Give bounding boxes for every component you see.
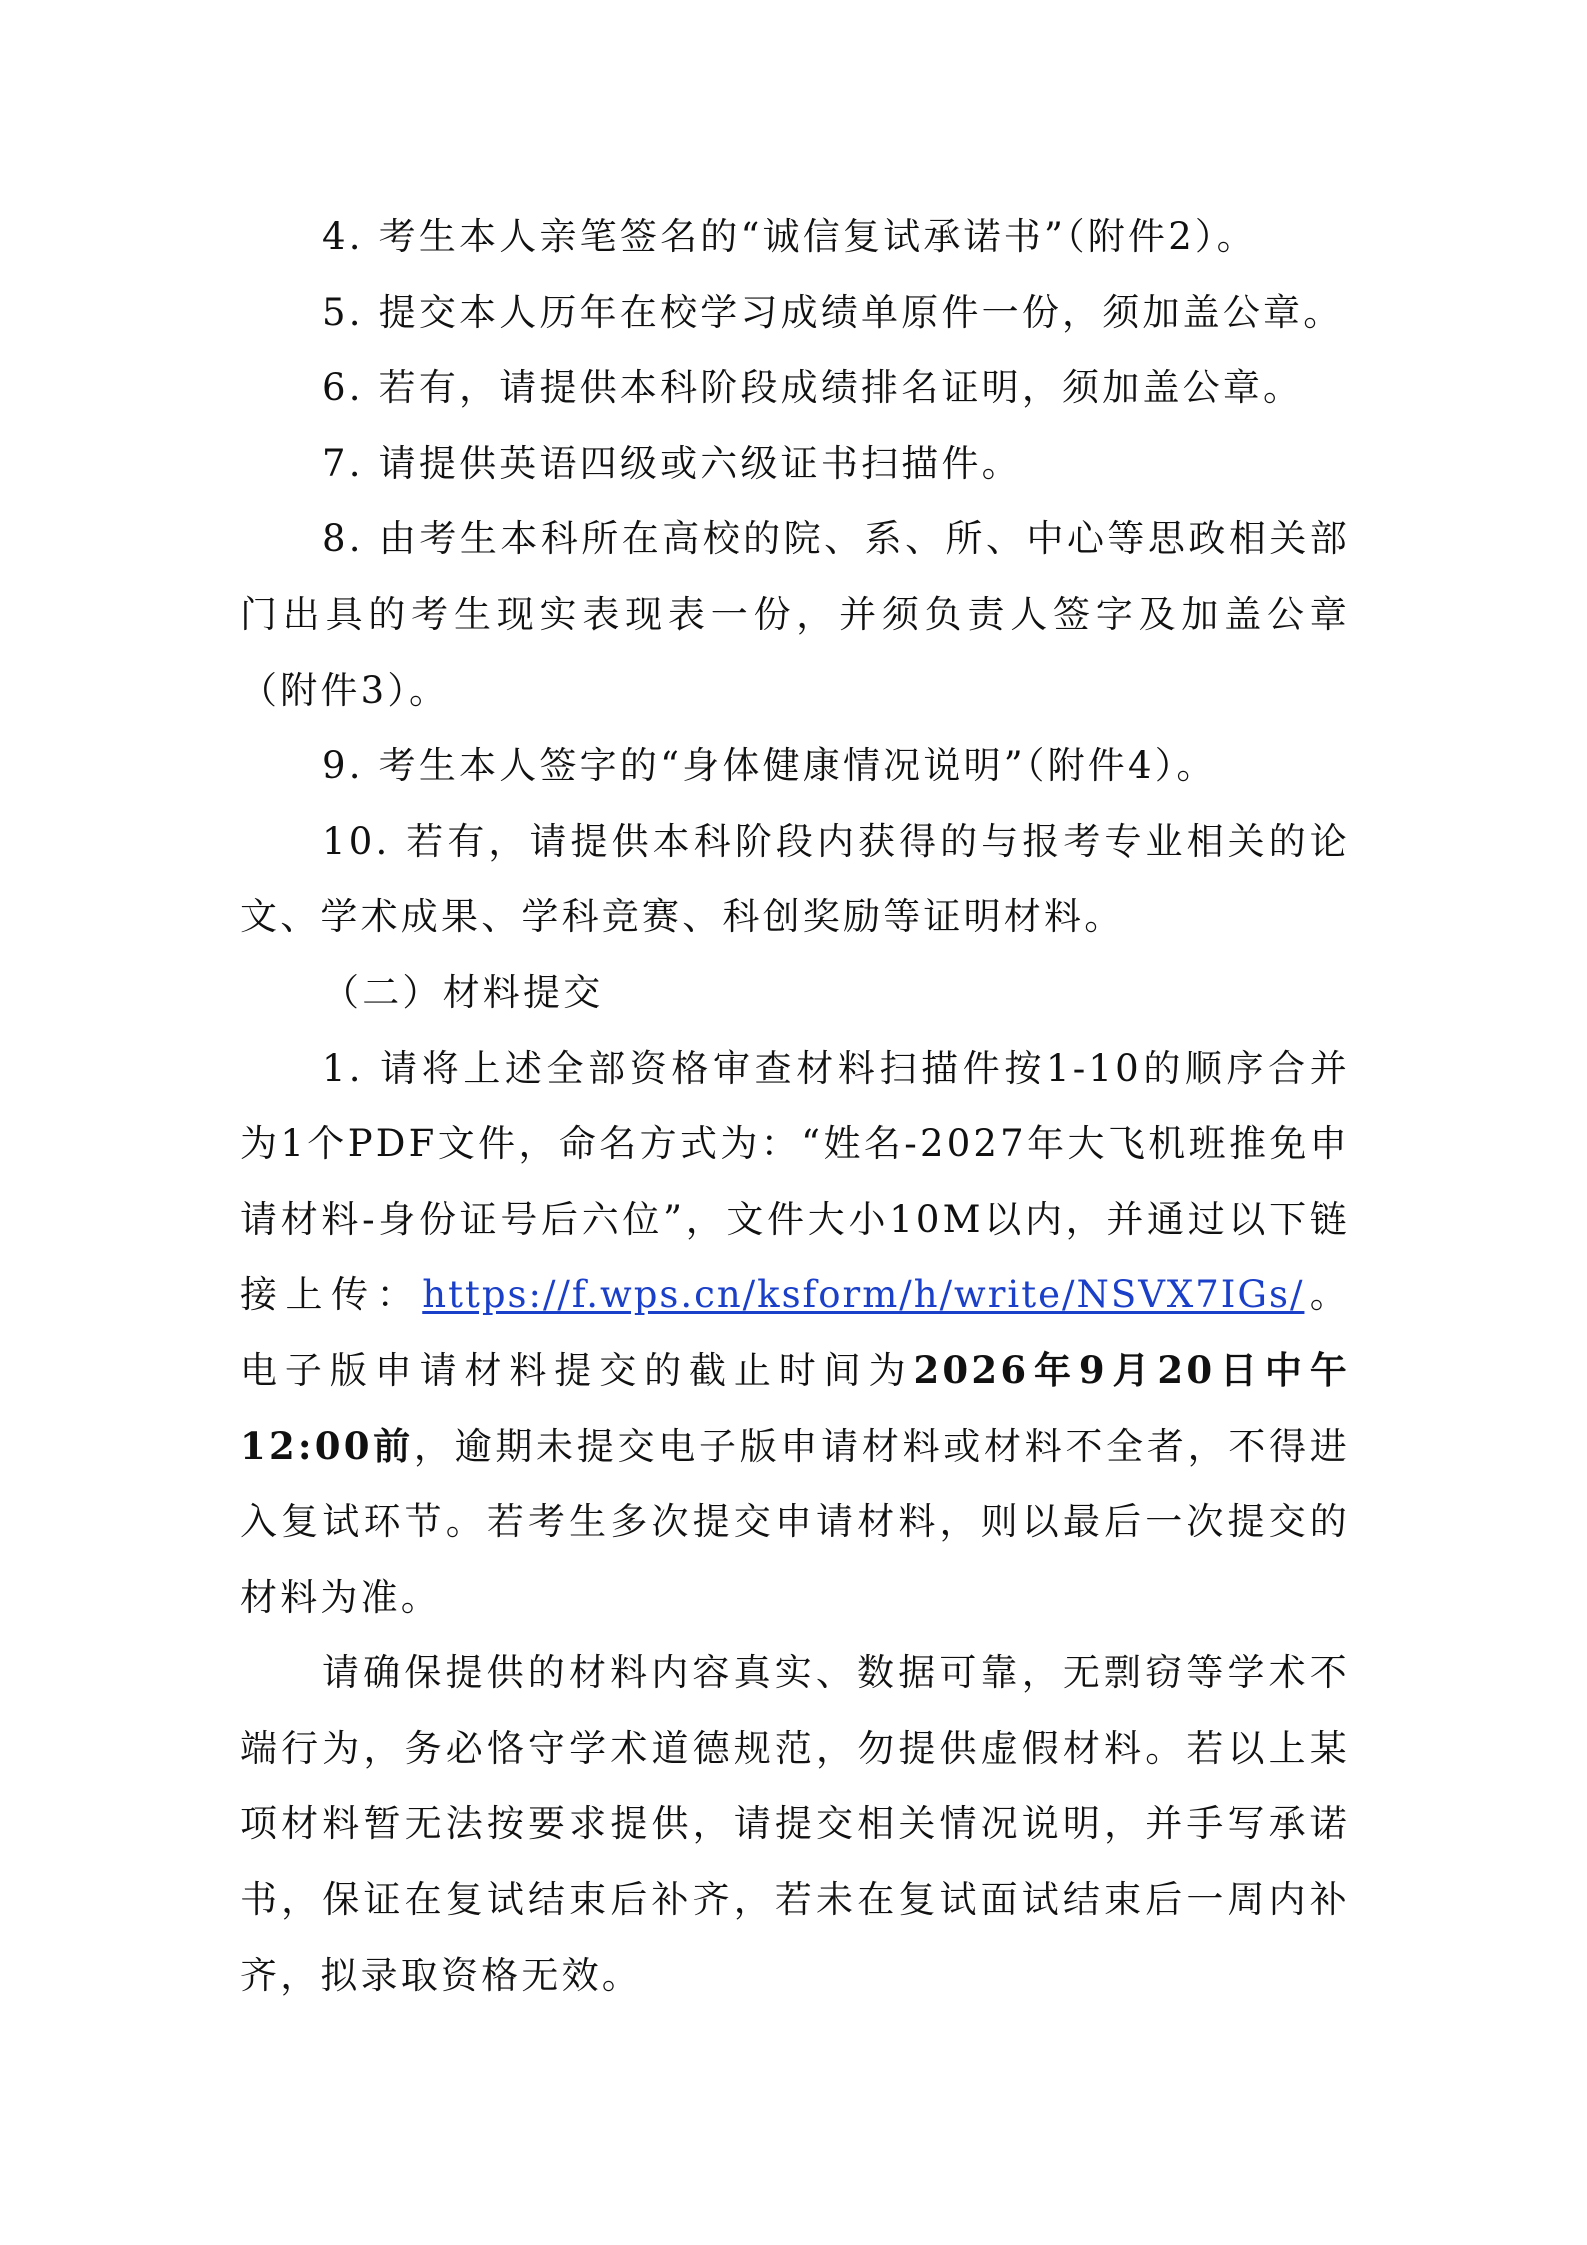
list-item-7: 7. 请提供英语四级或六级证书扫描件。	[322, 441, 1022, 485]
submission-text-part3: ，逾期未提交电子版申请材料或材料不全者，不得进入复试环节。若考生多次提交申请材料，则以最后一次提交的材料为准。	[240, 1424, 1350, 1619]
list-item-4: 4. 考生本人亲笔签名的“诚信复试承诺书”（附件2）。	[322, 215, 1257, 258]
deadline-text: 2026年9月20日中午12:00前	[240, 1347, 1350, 1468]
document-body	[240, 199, 1350, 2013]
list-item-8: 8. 由考生本科所在高校的院、系、所、中心等思政相关部门出具的考生现实表现表一份，并须负责人签字及加盖公章（附件3）。	[240, 517, 1350, 712]
submission-paragraph	[240, 1031, 1350, 1636]
list-item-10: 10. 若有，请提供本科阶段内获得的与报考专业相关的论文、学术成果、学科竞赛、科创奖励等证明材料。	[240, 819, 1350, 939]
section-heading: （二）材料提交	[322, 970, 604, 1014]
list-item-9: 9. 考生本人签字的“身体健康情况说明”（附件4）。	[322, 744, 1217, 788]
submission-text-part1: 1. 请将上述全部资格审查材料扫描件按1-10的顺序合并为1个PDF文件，命名方式为：“姓名-2027年大飞机班推免申请材料-身份证号后六位”，文件大小10M以内，并通过以下链接上传：	[240, 1046, 1350, 1317]
submission-text-part2: 。电子版申请材料提交的截止时间为	[240, 1273, 1350, 1392]
closing-paragraph: 请确保提供的材料内容真实、数据可靠，无剽窃等学术不端行为，务必恪守学术道德规范，勿提供虚假材料。若以上某项材料暂无法按要求提供，请提交相关情况说明，并手写承诺书，保证在复试结束后补齐，若未在复试面试结束后一周内补齐，拟录取资格无效。	[240, 1651, 1350, 1997]
list-item-5: 5. 提交本人历年在校学习成绩单原件一份，须加盖公章。	[322, 290, 1344, 334]
upload-link[interactable]: https://f.wps.cn/ksform/h/write/NSVX7IGs/	[422, 1273, 1305, 1317]
list-item-6: 6. 若有，请提供本科阶段成绩排名证明，须加盖公章。	[322, 366, 1304, 410]
